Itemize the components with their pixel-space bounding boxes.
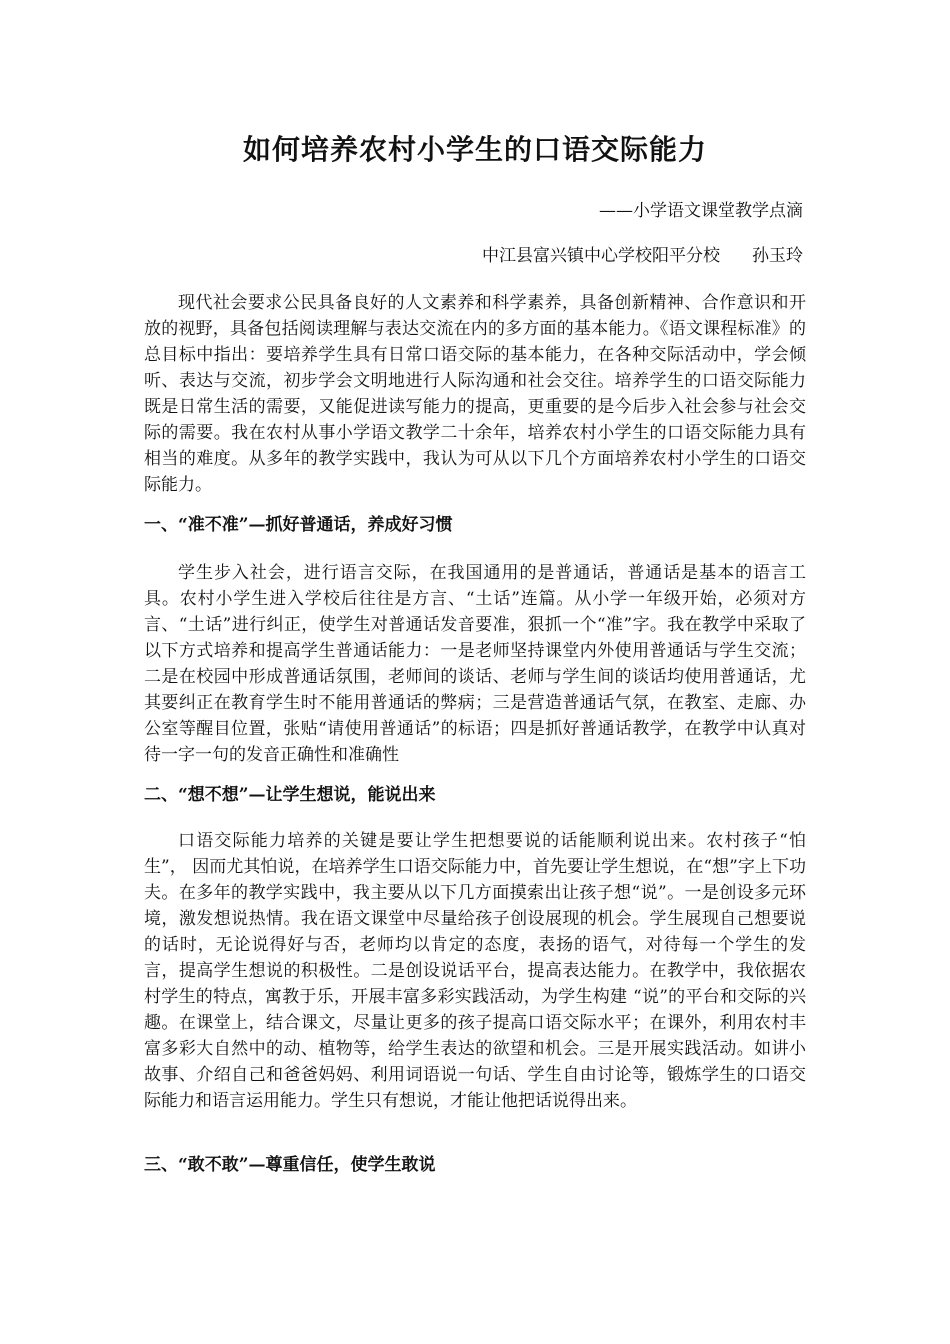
section-heading-1: 一、“准不准”—抓好普通话，养成好习惯 bbox=[144, 515, 453, 535]
section-paragraph-1: 学生步入社会，进行语言交际，在我国通用的是普通话，普通话是基本的语言工具。农村小学生进入学校后往往是方言、“土话”连篇。从小学一年级开始，必须对方言、“土话”进行纠正，使学生对普通话发音要准，狠抓一个“准”字。我在教学中采取了以下方式培养和提高学生普通话能力：一是老师坚持课堂内外使用普通话与学生交流；二是在校园中形成普通话氛围，老师间的谈话、老师与学生间的谈话均使用普通话，尤其要纠正在教育学生时不能用普通话的弊病；三是营造普通话气氛，在教室、走廊、办公室等醒目位置，张贴“请使用普通话”的标语；四是抓好普通话教学，在教学中认真对待一字一句的发音正确性和准确性 bbox=[144, 563, 806, 765]
document-subtitle: ——小学语文课堂教学点滴 bbox=[599, 201, 803, 221]
section-body-2 bbox=[144, 828, 806, 1114]
section-heading-2: 二、“想不想”—让学生想说，能说出来 bbox=[144, 785, 436, 805]
author-line bbox=[482, 243, 803, 269]
section-paragraph-2: 口语交际能力培养的关键是要让学生把想要说的话能顺利说出来。农村孩子“怕生”， 因而尤其怕说，在培养学生口语交际能力中，首先要让学生想说，在“想”字上下功夫。在多年的教学实践中，我主要从以下几方面摸索出让孩子想“说”。一是创设多元环境，激发想说热情。我在语文课堂中尽量给孩子创设展现的机会。学生展现自己想要说的话时，无论说得好与否，老师均以肯定的态度，表扬的语气，对待每一个学生的发言，提高学生想说的积极性。二是创设说话平台，提高表达能力。在教学中，我依据农村学生的特点，寓教于乐，开展丰富多彩实践活动，为学生构建 “说”的平台和交际的兴趣。在课堂上，结合课文，尽量让更多的孩子提高口语交际水平；在课外，利用农村丰富多彩大自然中的动、植物等，给学生表达的欲望和机会。三是开展实践活动。如讲小故事、介绍自己和爸爸妈妈、利用词语说一句话、学生自由讨论等，锻炼学生的口语交际能力和语言运用能力。学生只有想说，才能让他把话说得出来。 bbox=[144, 831, 806, 1111]
author-name: 孙玉玲 bbox=[752, 246, 803, 266]
section-heading-3: 三、“敢不敢”—尊重信任，使学生敢说 bbox=[144, 1155, 436, 1175]
school-name: 中江县富兴镇中心学校阳平分校 bbox=[482, 246, 720, 266]
document-title: 如何培养农村小学生的口语交际能力 bbox=[242, 133, 707, 166]
intro-paragraph-block bbox=[144, 290, 806, 498]
section-body-1 bbox=[144, 560, 806, 768]
intro-paragraph: 现代社会要求公民具备良好的人文素养和科学素养，具备创新精神、合作意识和开放的视野，具备包括阅读理解与表达交流在内的多方面的基本能力。《语文课程标准》的总目标中指出：要培养学生具有日常口语交际的基本能力，在各种交际活动中，学会倾听、表达与交流，初步学会文明地进行人际沟通和社会交往。培养学生的口语交际能力既是日常生活的需要，又能促进读写能力的提高，更重要的是今后步入社会参与社会交际的需要。我在农村从事小学语文教学二十余年，培养农村小学生的口语交际能力具有相当的难度。从多年的教学实践中，我认为可从以下几个方面培养农村小学生的口语交际能力。 bbox=[144, 293, 806, 495]
